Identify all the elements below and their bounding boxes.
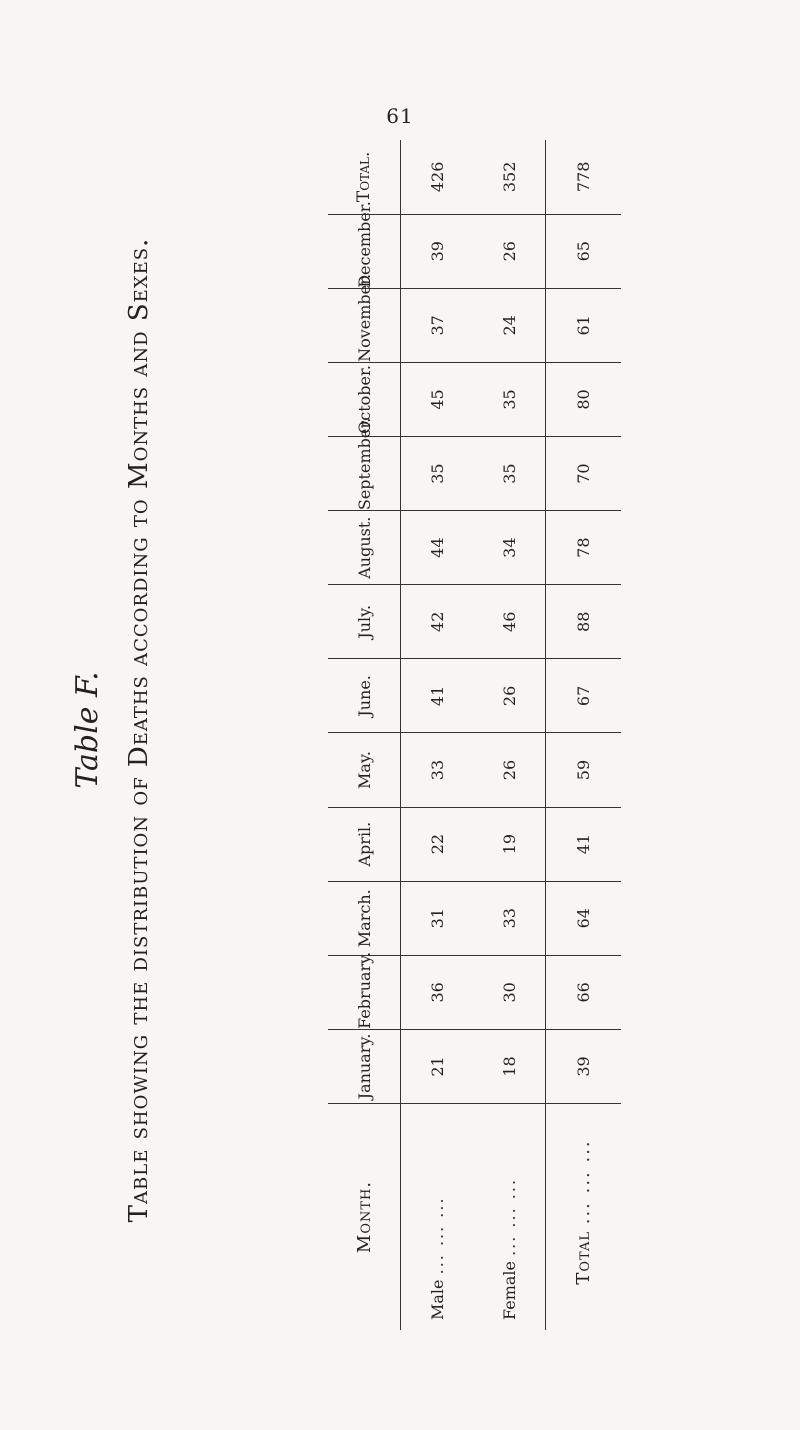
cell: 35 — [401, 437, 474, 511]
header-total: Total. — [328, 140, 401, 214]
cell: 64 — [546, 881, 622, 955]
table-row-male — [401, 140, 474, 1330]
cell-total: 426 — [401, 140, 474, 214]
cell: 30 — [473, 955, 546, 1029]
cell: 35 — [473, 362, 546, 436]
cell: 26 — [473, 214, 546, 288]
month-header: Month. — [328, 1104, 401, 1331]
cell: 42 — [401, 585, 474, 659]
row-label-total: Total ... ... ... — [546, 1104, 622, 1331]
cell: 39 — [546, 1029, 622, 1103]
cell: 66 — [546, 955, 622, 1029]
cell: 45 — [401, 362, 474, 436]
cell: 26 — [473, 659, 546, 733]
header-april: April. — [328, 807, 401, 881]
row-label-male: Male ... ... ... — [427, 1196, 447, 1320]
cell: 46 — [473, 585, 546, 659]
cell: 33 — [401, 733, 474, 807]
cell: 24 — [473, 288, 546, 362]
cell-grand-total: 778 — [546, 140, 622, 214]
row-label-female: Female ... ... ... — [499, 1177, 519, 1320]
header-october: October. — [328, 362, 401, 436]
cell: 67 — [546, 659, 622, 733]
cell: 61 — [546, 288, 622, 362]
header-august: August. — [328, 511, 401, 585]
cell: 26 — [473, 733, 546, 807]
cell: 35 — [473, 437, 546, 511]
header-june: June. — [328, 659, 401, 733]
header-july: July. — [328, 585, 401, 659]
cell: 44 — [401, 511, 474, 585]
header-march: March. — [328, 881, 401, 955]
header-september: September. — [328, 437, 401, 511]
cell: 41 — [546, 807, 622, 881]
header-february: February. — [328, 955, 401, 1029]
table-row-female — [473, 140, 546, 1330]
page-number: 61 — [386, 104, 414, 128]
cell: 36 — [401, 955, 474, 1029]
table-title-block — [70, 180, 270, 1280]
cell: 31 — [401, 881, 474, 955]
header-row — [328, 140, 401, 1330]
deaths-table — [328, 140, 620, 1330]
cell: 65 — [546, 214, 622, 288]
cell: 21 — [401, 1029, 474, 1103]
table-label: Table F. — [70, 671, 105, 789]
cell: 41 — [401, 659, 474, 733]
header-november: November. — [328, 288, 401, 362]
table-row-total — [546, 140, 622, 1330]
header-january: January. — [328, 1029, 401, 1103]
cell: 39 — [401, 214, 474, 288]
table-title: Table showing the distribution of Deaths according to Months and Sexes. — [124, 237, 154, 1223]
cell: 19 — [473, 807, 546, 881]
cell-total: 352 — [473, 140, 546, 214]
cell: 33 — [473, 881, 546, 955]
cell: 70 — [546, 437, 622, 511]
cell: 34 — [473, 511, 546, 585]
cell: 78 — [546, 511, 622, 585]
cell: 22 — [401, 807, 474, 881]
cell: 80 — [546, 362, 622, 436]
header-may: May. — [328, 733, 401, 807]
header-december: December. — [328, 214, 401, 288]
cell: 88 — [546, 585, 622, 659]
cell: 37 — [401, 288, 474, 362]
cell: 59 — [546, 733, 622, 807]
cell: 18 — [473, 1029, 546, 1103]
